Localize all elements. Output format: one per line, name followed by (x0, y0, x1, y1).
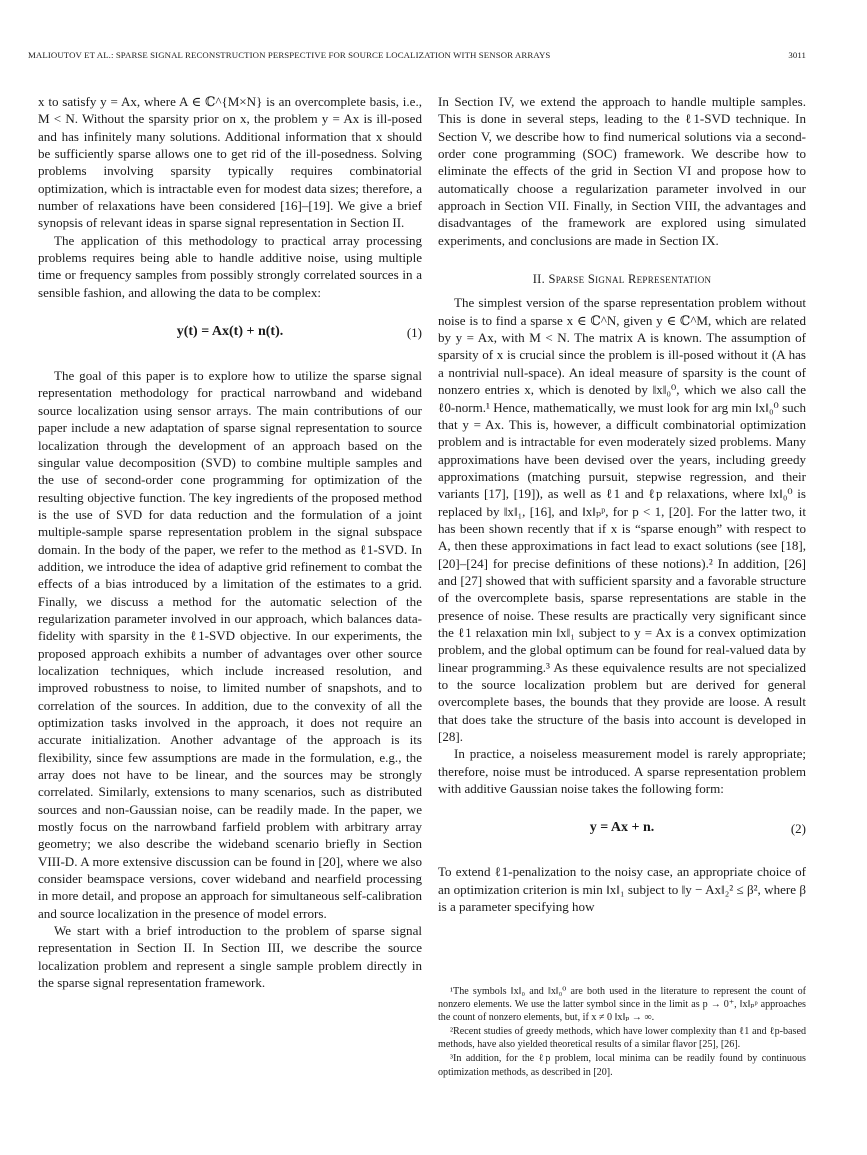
paragraph: To extend ℓ1-penalization to the noisy case, an appropriate choice of an optimization criterion is min ‖x‖₁ subject to ‖y − Ax‖₂² ≤ β², where β is a parameter specifying how (438, 864, 806, 915)
paragraph: In Section IV, we extend the approach to handle multiple samples. This is done in several steps, leading to the ℓ1-SVD technique. In Section V, we describe how to find numerical solutions via a second-order cone programming (SOC) framework. We describe how to eliminate the effects of the grid in Section VI and propose how to automatically choose a regularization parameter involved in our approach in Section VII. Finally, in Section VIII, the advantages and disadvantages of the framework are explored using simulated experiments, and conclusions are made in Section IX. (438, 94, 806, 248)
footnotes (438, 985, 806, 1080)
equation-number: (2) (790, 821, 806, 837)
footnote: ³In addition, for the ℓp problem, local minima can be readily found by continuous optimization methods, as described in [20]. (438, 1053, 806, 1078)
running-header (28, 50, 806, 64)
paragraph: In practice, a noiseless measurement model is rarely appropriate; therefore, noise must be introduced. A sparse representation problem with additive Gaussian noise takes the following form: (438, 746, 806, 797)
equation-2 (438, 811, 806, 845)
equation-number: (1) (406, 325, 422, 341)
equation-1 (38, 315, 422, 349)
right-column (438, 93, 806, 915)
paragraph: The simplest version of the sparse representation problem without noise is to find a sparse x ∈ ℂ^N, given y ∈ ℂ^M, which are related by y = Ax, with M < N. The matrix A is known. The assumption of sparsity of x is crucial since the problem is ill-posed without it (A has a nontrivial null-space). An ideal measure of sparsity is the count of nonzero entries x, which is denoted by ‖x‖₀⁰, which we also call the ℓ0-norm.¹ Hence, mathematically, we must look for arg min ‖x‖₀⁰ such that y = Ax. This is, however, a difficult combinatorial optimization problem and is intractable for even moderately sized problems. Many approximations have been devised over the years, including greedy approximations (matching pursuit, stepwise regression, and their variants [17], [19]), as well as ℓ1 and ℓp relaxations, where ‖x‖₀⁰ is replaced by ‖x‖₁, [16], and ‖x‖ₚᵖ, for p < 1, [20]. For the latter two, it has been shown recently that if x is “sparse enough” with respect to A, then these approximations in fact lead to exact solutions (see [18], [20]–[24] for precise definitions of these notions).² In addition, [26] and [27] showed that with sufficient sparsity and a favorable structure of the overcomplete basis, sparse representations are stable in the presence of noise. These results are practically very significant since the ℓ1 relaxation min ‖x‖₁ subject to y = Ax is a convex optimization problem, and the global optimum can be found for real-valued data by linear programming.³ As these equivalence results are not specialized to the source localization problem but are derived for general overcomplete bases, the bounds that they provide are loose. A result that does take the structure of the basis into account is developed in [28]. (438, 295, 806, 745)
paragraph: The goal of this paper is to explore how to utilize the sparse signal representation methodology for practical narrowband and wideband source localization using sensor arrays. The main contributions of our paper include a new adaptation of sparse signal representation to source localization through the development of an approach based on the singular value decomposition (SVD) to combine multiple samples and the use of second-order cone programming for optimization of the resulting objective function. The key ingredients of the proposed method is the use of SVD for data reduction and the formulation of a joint multiple-sample sparse representation problem in the signal subspace domain. In the body of the paper, we refer to the method as ℓ1-SVD. In addition, we introduce the idea of adaptive grid refinement to combat the effects of a bias introduced by a limitation of the estimates to a grid. Finally, we discuss a method for the automatic selection of the regularization parameter involved in our approach, which balances data-fidelity with sparsity in the ℓ1-SVD objective. In our experiments, the proposed approach exhibits a number of advantages over other source localization techniques, which include increased resolution, and improved robustness to noise, to limited number of snapshots, and to correlation of the sources. In addition, due to the convexity of all the optimization tasks involved in the approach, it does not require an accurate initialization. Another advantage of the approach is its flexibility, since few assumptions are made in the formulation, e.g., the array does not have to be linear, and the sources may be strongly correlated. Similarly, extensions to many scenarios, such as distributed sources and non-Gaussian noise, can be readily made. In the paper, we mostly focus on the narrowband farfield problem with arbitrary array geometry; we also describe the wideband scenario briefly in Section VIII-D. A more extensive discussion can be found in [20], where we also consider beamspace versions, cover wideband and nearfield processing in more detail, and propose an approach for simultaneous self-calibration and source localization in the presence of model errors. (38, 368, 422, 921)
footnote: ¹The symbols ‖x‖₀ and ‖x‖₀⁰ are both used in the literature to represent the count of nonzero elements. We use the latter symbol since in the limit as p → 0⁺, ‖x‖ₚᵖ approaches the count of nonzero elements, but, if x ≠ 0 ‖x‖ₚ → ∞. (438, 986, 806, 1024)
equation-expression: y(t) = Ax(t) + n(t). (176, 324, 284, 340)
running-head: MALIOUTOV ET AL.: SPARSE SIGNAL RECONSTRUCTION PERSPECTIVE FOR SOURCE LOCALIZATION WITH SENSOR ARRAYS (28, 50, 551, 60)
paragraph: The application of this methodology to practical array processing problems requires being able to handle additive noise, using multiple time or frequency samples from possibly strongly correlated sources in a sensible fashion, and allowing the data to be complex: (38, 232, 422, 300)
left-column (38, 93, 422, 992)
paragraph: We start with a brief introduction to the problem of sparse signal representation in Section II. In Section III, we describe the source localization problem and represent a single sample problem directly in the sparse signal representation framework. (38, 923, 422, 991)
page-number: 3011 (788, 50, 806, 60)
section-heading: II. Sparse Signal Representation (532, 272, 712, 287)
paragraph: x to satisfy y = Ax, where A ∈ ℂ^{M×N} is an overcomplete basis, i.e., M < N. Without the sparsity prior on x, the problem y = Ax is ill-posed and has infinitely many solutions. Additional information that x should be sufficiently sparse allows one to get rid of the ill-posedness. Solving problems involving sparsity typically requires combinatorial optimization, which is intractable even for modest data sizes; therefore, a number of relaxations have been considered [16]–[19]. We give a brief synopsis of relevant ideas in sparse signal representation in Section II. (38, 94, 422, 231)
footnote: ²Recent studies of greedy methods, which have lower complexity than ℓ1 and ℓp-based methods, have also yielded theoretical results of a similar flavor [25], [26]. (438, 1026, 806, 1051)
equation-expression: y = Ax + n. (589, 820, 655, 836)
